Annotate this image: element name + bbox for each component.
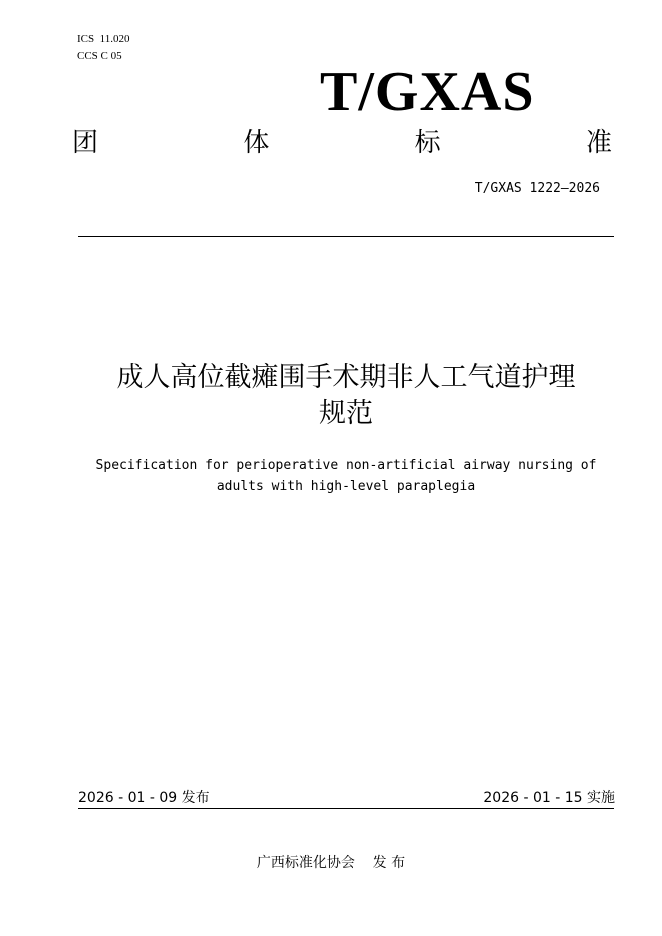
footer-divider	[78, 808, 614, 809]
standard-number: T/GXAS 1222—2026	[474, 181, 600, 196]
standard-logo: T/GXAS	[320, 61, 535, 123]
standard-type-char: 标	[414, 128, 441, 158]
title-english	[60, 455, 632, 497]
title-english-line: Specification for perioperative non-artificial airway nursing of	[95, 458, 597, 473]
standard-type-char: 团	[72, 128, 99, 158]
ics-code: ICS 11.020	[77, 33, 130, 45]
issue-date: 2026 - 01 - 09 发布	[78, 790, 210, 806]
title-chinese-line: 成人高位截瘫围手术期非人工气道护理	[116, 362, 576, 393]
standard-type-char: 体	[243, 128, 270, 158]
standard-type	[72, 125, 612, 161]
title-chinese	[70, 360, 622, 432]
title-chinese-line: 规范	[319, 398, 373, 429]
publisher: 广西标准化协会 发 布	[256, 855, 406, 871]
implementation-date: 2026 - 01 - 15 实施	[483, 790, 615, 806]
title-english-line: adults with high-level paraplegia	[216, 479, 476, 494]
ccs-code: CCS C 05	[77, 50, 122, 62]
standard-type-char: 准	[585, 128, 612, 158]
header-divider	[78, 236, 614, 237]
